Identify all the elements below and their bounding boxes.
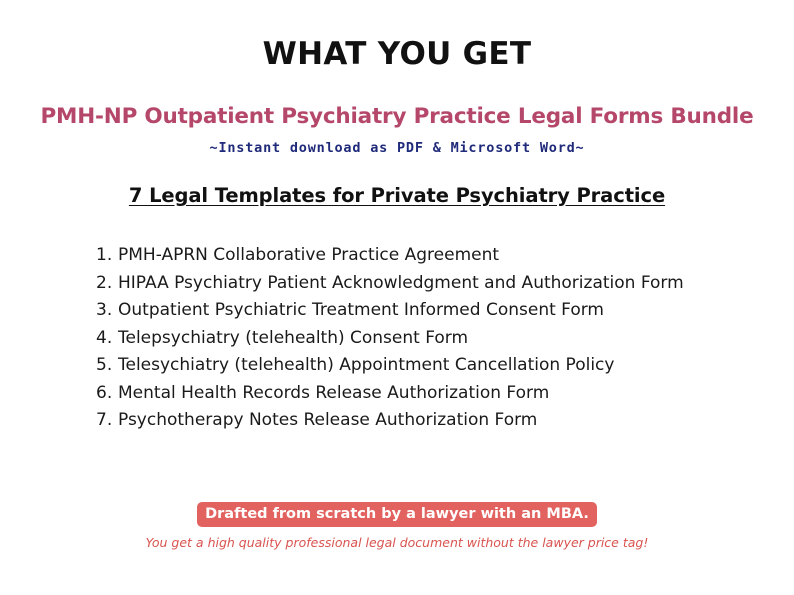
list-item-number: 6. — [96, 382, 113, 403]
list-item-number: 5. — [96, 355, 113, 375]
list-item-number: 4. — [96, 327, 113, 348]
list-item-text: Outpatient Psychiatric Treatment Informed Consent Form — [118, 300, 604, 320]
list-item — [96, 325, 696, 353]
list-item-text: Telesychiatry (telehealth) Appointment Cancellation Policy — [118, 355, 615, 375]
bundle-title: PMH-NP Outpatient Psychiatry Practice Legal Forms Bundle — [40, 104, 754, 129]
list-item-text: Psychotherapy Notes Release Authorization Form — [118, 410, 538, 430]
list-item-number: 2. — [96, 272, 113, 293]
tagline: You get a high quality professional legal document without the lawyer price tag! — [145, 535, 649, 550]
list-item-text: Mental Health Records Release Authorization Form — [118, 382, 550, 403]
list-item-text: Telepsychiatry (telehealth) Consent Form — [118, 327, 469, 348]
delivery-note: ~Instant download as PDF & Microsoft Word~ — [209, 140, 585, 156]
page-heading: WHAT YOU GET — [262, 36, 532, 72]
list-item-text: HIPAA Psychiatry Patient Acknowledgment and Authorization Form — [118, 272, 684, 293]
list-item — [96, 297, 696, 325]
list-item — [96, 407, 696, 435]
lawyer-badge: Drafted from scratch by a lawyer with an MBA. — [197, 502, 597, 527]
list-item — [96, 352, 696, 380]
list-item-number: 1. — [96, 245, 113, 265]
list-item — [96, 242, 696, 270]
list-item-text: PMH-APRN Collaborative Practice Agreement — [118, 245, 500, 265]
list-item — [96, 270, 696, 298]
list-item — [96, 380, 696, 408]
list-item-number: 3. — [96, 300, 113, 320]
templates-subheading: 7 Legal Templates for Private Psychiatry Practice — [128, 184, 666, 207]
templates-list — [96, 242, 696, 435]
list-item-number: 7. — [96, 410, 113, 430]
callout — [0, 502, 794, 527]
